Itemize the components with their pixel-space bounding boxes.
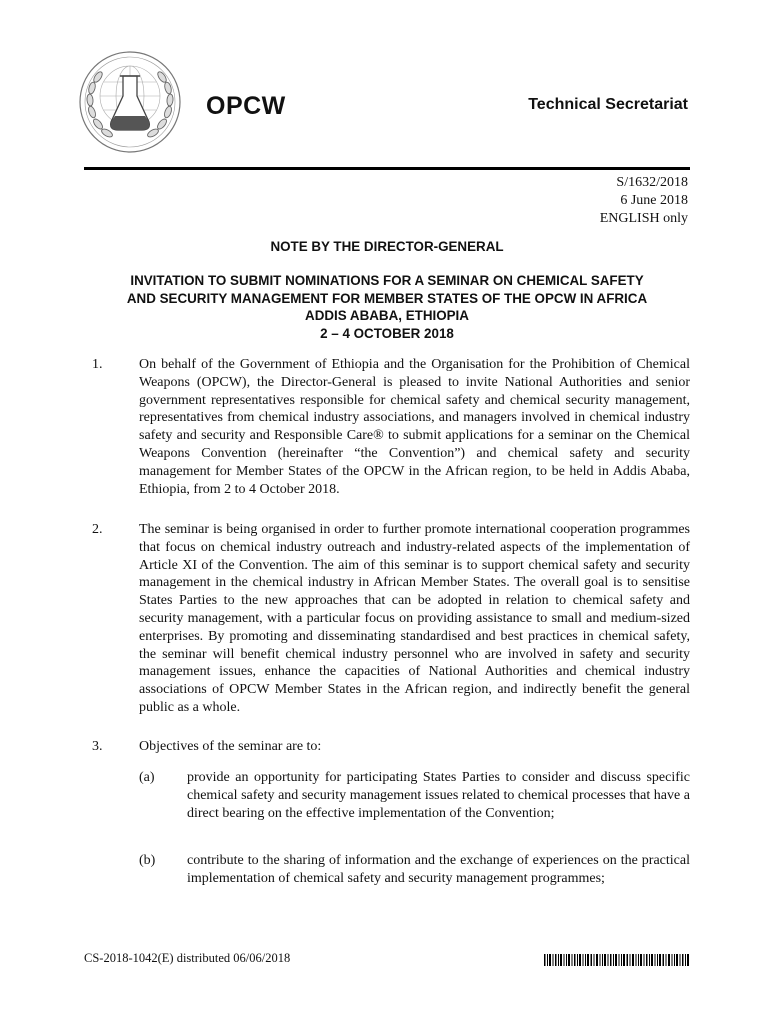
paragraph-number: 3. (92, 739, 103, 754)
reference-block (600, 174, 688, 228)
document-number: S/1632/2018 (616, 175, 688, 190)
paragraph-1 (84, 356, 690, 498)
organization-name: OPCW (206, 92, 286, 120)
paragraph-text: The seminar is being organised in order to further promote international cooperation programmes that focus on chemical industry outreach and industry-related aspects of the implementation of Article XI of the Convention. The aim of this seminar is to support chemical safety and security management in the chemical industry in African Member States. The overall goal is to sensitise States Parties to the new approaches that can be adopted in relation to chemical safety and security management, with a particular focus on providing assistance to small and medium-sized enterprises. By promoting and disseminating standardised and best practices in chemical safety, the seminar will benefit chemical industry personnel who are involved in safety and security management issues, enhance the capacities of National Authorities and chemical industry associations of OPCW Member States in the African region, and indirectly benefit the general public as a whole. (139, 522, 690, 715)
title-line: INVITATION TO SUBMIT NOMINATIONS FOR A SEMINAR ON CHEMICAL SAFETY (130, 273, 644, 288)
document-date: 6 June 2018 (620, 193, 688, 208)
paragraph-text: Objectives of the seminar are to: (139, 739, 322, 754)
paragraph-3 (84, 738, 690, 756)
opcw-emblem-icon (78, 50, 182, 154)
title-line: AND SECURITY MANAGEMENT FOR MEMBER STATES OF THE OPCW IN AFRICA (126, 290, 648, 306)
note-heading: NOTE BY THE DIRECTOR-GENERAL (270, 239, 504, 254)
objective-a (139, 769, 690, 822)
paragraph-number: 2. (92, 522, 103, 537)
title-line: 2 – 4 OCTOBER 2018 (320, 325, 454, 341)
document-language: ENGLISH only (599, 211, 688, 226)
title-line: ADDIS ABABA, ETHIOPIA (305, 308, 469, 323)
objective-text: contribute to the sharing of information and the exchange of experiences on the practical implementation of chemical safety and security management programmes; (187, 853, 690, 886)
objective-label: (b) (139, 853, 156, 868)
objective-b (139, 852, 690, 888)
barcode-icon (544, 954, 690, 966)
paragraph-text: On behalf of the Government of Ethiopia and the Organisation for the Prohibition of Chemical Weapons (OPCW), the Director-General is pleased to invite National Authorities and senior government representatives responsible for chemical safety and chemical security management, representatives from chemical industry associations, and managers involved in chemical industry safety and security and Responsible Care® to submit applications for a seminar on the Chemical Weapons Convention (hereinafter “the Convention”) and chemical safety and security management for Member States of the OPCW in the African region, to be held in Addis Ababa, Ethiopia, from 2 to 4 October 2018. (139, 357, 690, 497)
header-divider (84, 167, 690, 170)
paragraph-2 (84, 521, 690, 717)
department-name: Technical Secretariat (528, 96, 688, 113)
paragraph-number: 1. (92, 357, 103, 372)
objective-text: provide an opportunity for participating States Parties to consider and discuss specific chemical safety and security management issues related to chemical processes that have a direct bearing on the effective implementation of the Convention; (187, 770, 690, 821)
document-title (84, 272, 690, 342)
distribution-note: CS-2018-1042(E) distributed 06/06/2018 (84, 951, 291, 965)
objective-label: (a) (139, 770, 155, 785)
